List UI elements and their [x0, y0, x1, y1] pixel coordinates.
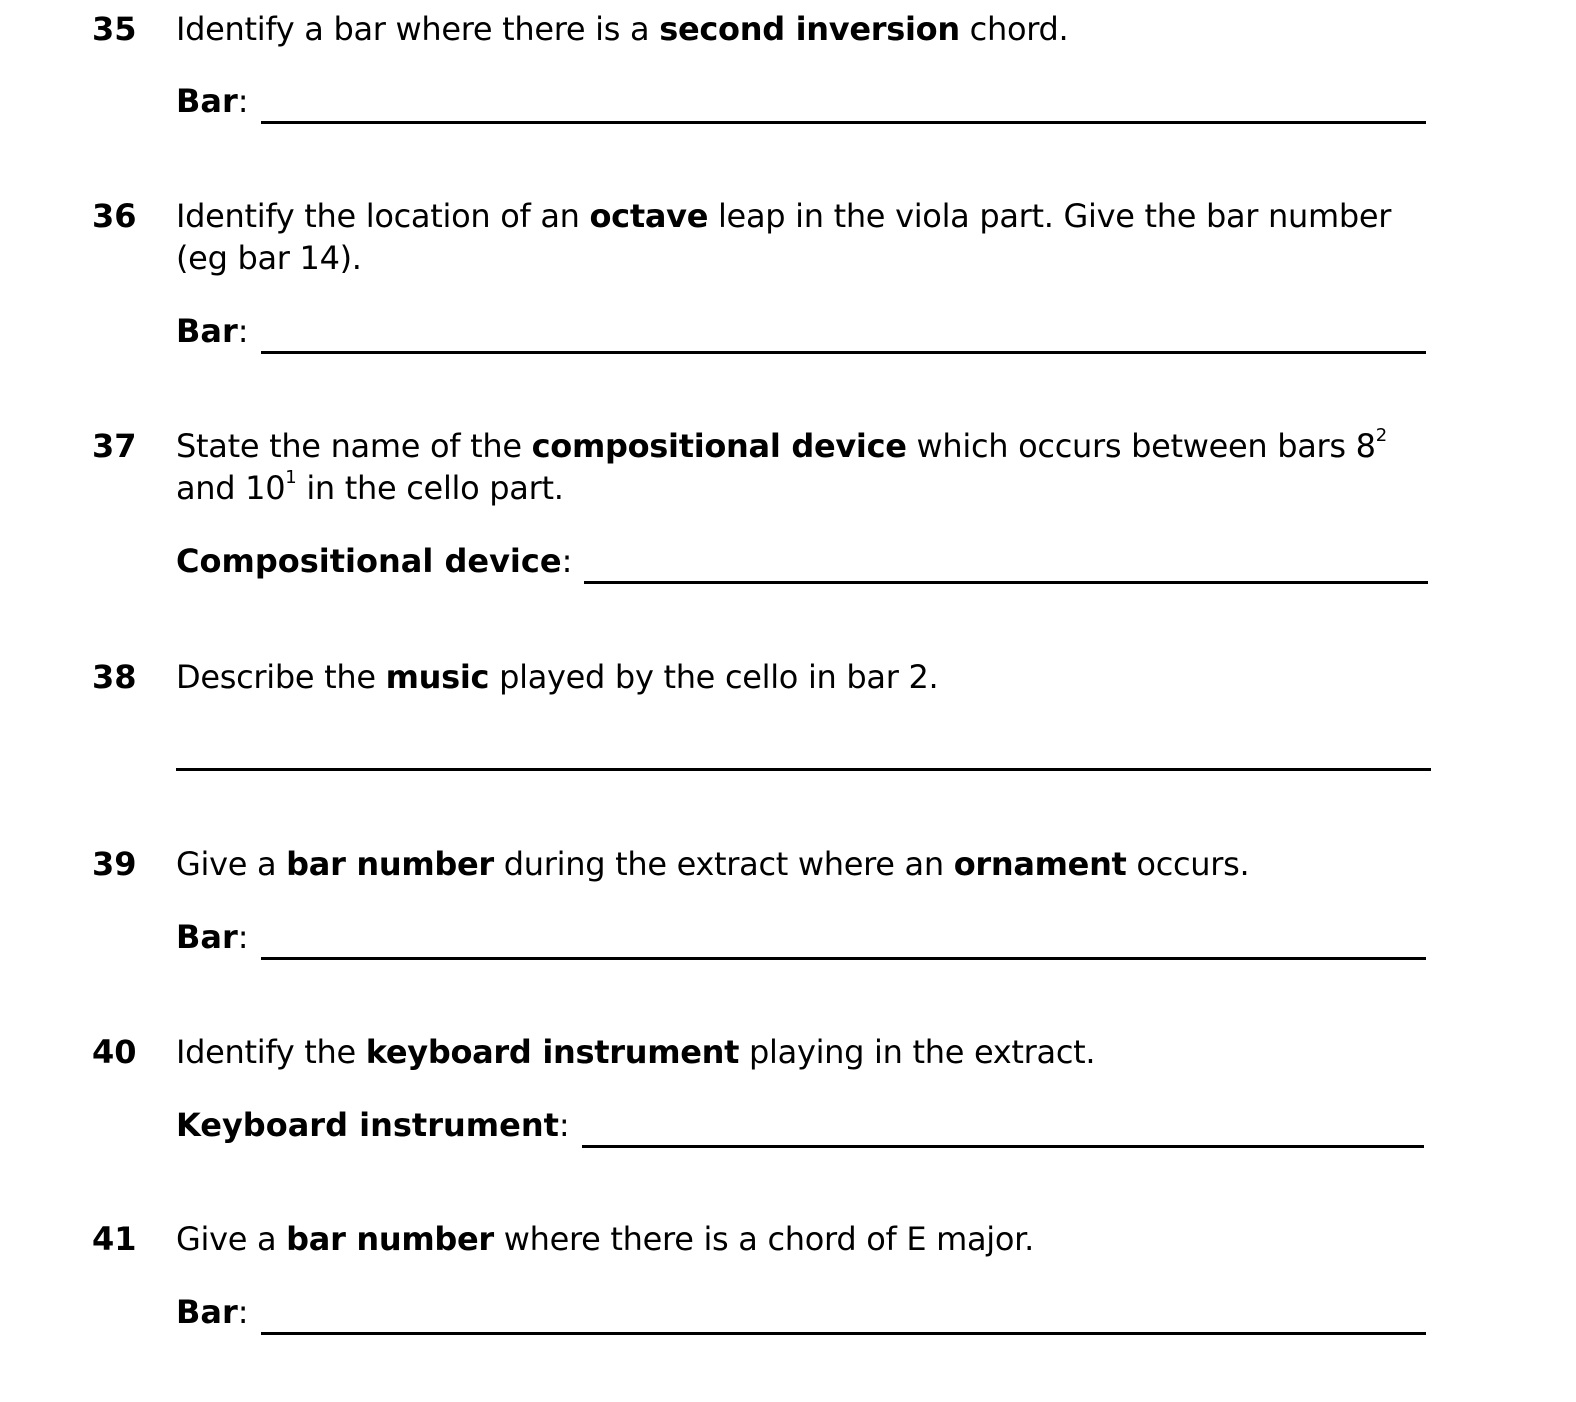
question-number: 35	[92, 10, 137, 48]
keyword: music	[385, 658, 490, 696]
answer-row: Compositional device :	[176, 540, 1428, 582]
question-text: Give a bar number during the extract where an ornament occurs.	[176, 845, 1250, 883]
question-text: Identify the keyboard instrument playing in the extract.	[176, 1033, 1096, 1071]
answer-row: Bar :	[176, 310, 1426, 352]
answer-label: Keyboard instrument	[176, 1106, 559, 1144]
question-text: Give a bar number where there is a chord of E major.	[176, 1220, 1034, 1258]
question-number: 37	[92, 427, 137, 465]
answer-row: Bar :	[176, 916, 1426, 958]
answer-label: Compositional device	[176, 542, 562, 580]
bar-answer-field[interactable]	[261, 87, 1426, 124]
keyword: bar number	[286, 845, 494, 883]
answer-row: Bar :	[176, 80, 1426, 122]
bar-answer-field[interactable]	[261, 1298, 1426, 1335]
keyword: ornament	[953, 845, 1127, 883]
keyword: keyboard instrument	[365, 1033, 740, 1071]
answer-label: Bar	[176, 918, 238, 956]
question-text: Identify a bar where there is a second inversion chord.	[176, 10, 1069, 48]
question-number: 36	[92, 197, 137, 235]
question-text: State the name of the compositional device which occurs between bars $8^2$ and $10^1$ in the cello part.	[176, 425, 1387, 507]
bar-answer-field[interactable]	[261, 923, 1426, 960]
answer-label: Bar	[176, 312, 238, 350]
music-description-field[interactable]	[176, 734, 1431, 771]
question-number: 38	[92, 658, 137, 696]
beat-superscript: 2	[1375, 425, 1387, 447]
compositional-device-field[interactable]	[584, 547, 1428, 584]
question-number: 40	[92, 1033, 137, 1071]
answer-row: Keyboard instrument :	[176, 1104, 1424, 1146]
keyword: bar number	[286, 1220, 494, 1258]
keyword: second inversion	[659, 10, 960, 48]
keyword: compositional device	[531, 427, 907, 465]
answer-row: Bar :	[176, 1291, 1426, 1333]
beat-superscript: 1	[285, 467, 297, 489]
keyword: octave	[589, 197, 709, 235]
keyboard-instrument-field[interactable]	[582, 1111, 1424, 1148]
question-text: Describe the music played by the cello in bar 2.	[176, 658, 939, 696]
bar-answer-field[interactable]	[261, 317, 1426, 354]
answer-label: Bar	[176, 1293, 238, 1331]
question-number: 41	[92, 1220, 137, 1258]
question-number: 39	[92, 845, 137, 883]
question-text: Identify the location of an octave leap in the viola part. Give the bar number (eg bar 14).	[176, 197, 1392, 277]
answer-label: Bar	[176, 82, 238, 120]
